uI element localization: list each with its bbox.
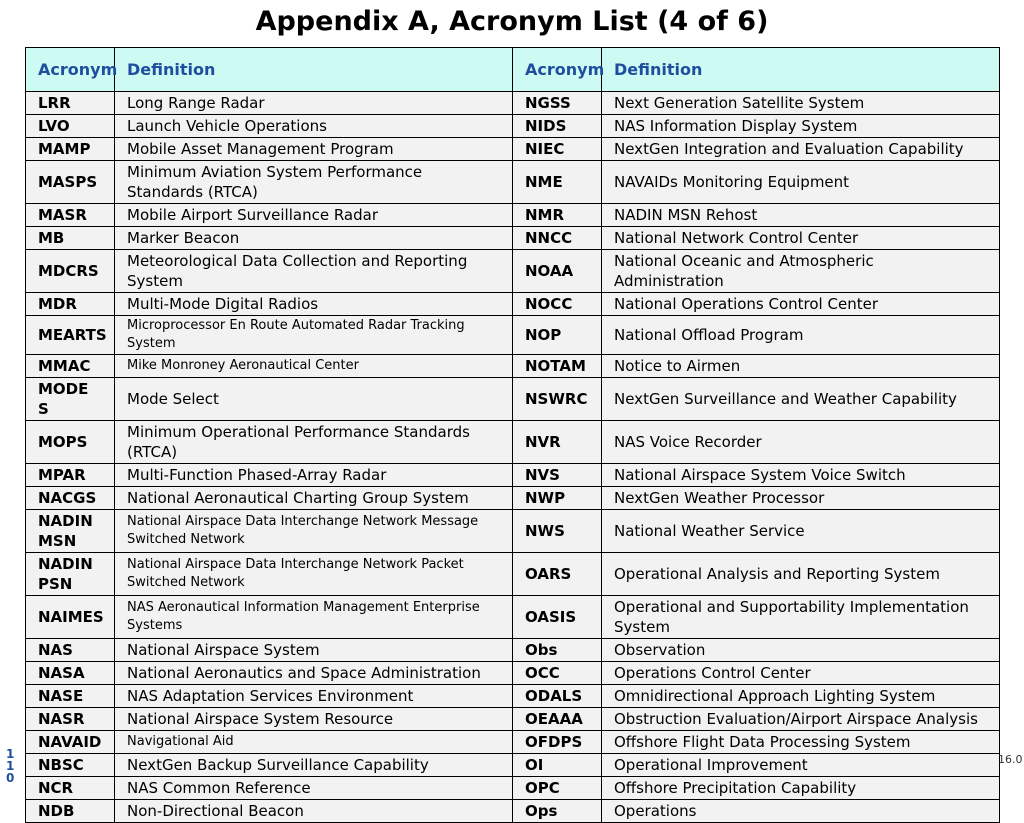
acronym-cell: NAS bbox=[26, 639, 115, 662]
acronym-cell: MEARTS bbox=[26, 316, 115, 355]
definition-cell: Next Generation Satellite System bbox=[602, 92, 1000, 115]
definition-cell: NAS Adaptation Services Environment bbox=[115, 685, 513, 708]
acronym-cell: NOAA bbox=[513, 250, 602, 293]
definition-cell: National Operations Control Center bbox=[602, 293, 1000, 316]
table-row bbox=[26, 378, 1000, 421]
definition-cell: NADIN MSN Rehost bbox=[602, 204, 1000, 227]
table-row bbox=[26, 293, 1000, 316]
definition-cell: Offshore Flight Data Processing System bbox=[602, 731, 1000, 754]
acronym-cell: NME bbox=[513, 161, 602, 204]
acronym-cell: NAVAID bbox=[26, 731, 115, 754]
definition-cell: Non-Directional Beacon bbox=[115, 800, 513, 823]
acronym-cell: OI bbox=[513, 754, 602, 777]
acronym-cell: OCC bbox=[513, 662, 602, 685]
definition-cell: Long Range Radar bbox=[115, 92, 513, 115]
definition-cell: Operations Control Center bbox=[602, 662, 1000, 685]
table-row bbox=[26, 662, 1000, 685]
definition-cell: Operations bbox=[602, 800, 1000, 823]
acronym-cell: NWS bbox=[513, 510, 602, 553]
acronym-cell: ODALS bbox=[513, 685, 602, 708]
definition-cell: NAVAIDs Monitoring Equipment bbox=[602, 161, 1000, 204]
table-row bbox=[26, 138, 1000, 161]
header-definition-left: Definition bbox=[115, 48, 513, 92]
acronym-cell: MDCRS bbox=[26, 250, 115, 293]
acronym-cell: NAIMES bbox=[26, 596, 115, 639]
definition-cell: NAS Information Display System bbox=[602, 115, 1000, 138]
table-row bbox=[26, 596, 1000, 639]
table-row bbox=[26, 316, 1000, 355]
acronym-cell: LRR bbox=[26, 92, 115, 115]
definition-cell: National Weather Service bbox=[602, 510, 1000, 553]
definition-cell: National Airspace System bbox=[115, 639, 513, 662]
acronym-cell: OEAAA bbox=[513, 708, 602, 731]
definition-cell: National Network Control Center bbox=[602, 227, 1000, 250]
definition-cell: Offshore Precipitation Capability bbox=[602, 777, 1000, 800]
definition-cell: Multi-Mode Digital Radios bbox=[115, 293, 513, 316]
definition-cell: Minimum Aviation System Performance Standards (RTCA) bbox=[115, 161, 513, 204]
acronym-cell: NASR bbox=[26, 708, 115, 731]
acronym-cell: NWP bbox=[513, 487, 602, 510]
acronym-cell: NIDS bbox=[513, 115, 602, 138]
version-number: 16.0 bbox=[998, 753, 1023, 766]
table-row bbox=[26, 250, 1000, 293]
definition-cell: NextGen Integration and Evaluation Capability bbox=[602, 138, 1000, 161]
definition-cell: National Airspace System Voice Switch bbox=[602, 464, 1000, 487]
acronym-cell: NADIN PSN bbox=[26, 553, 115, 596]
definition-cell: Operational Improvement bbox=[602, 754, 1000, 777]
definition-cell: NAS Common Reference bbox=[115, 777, 513, 800]
definition-cell: NextGen Surveillance and Weather Capability bbox=[602, 378, 1000, 421]
definition-cell: Microprocessor En Route Automated Radar Tracking System bbox=[115, 316, 513, 355]
acronym-cell: LVO bbox=[26, 115, 115, 138]
table-row bbox=[26, 115, 1000, 138]
acronym-cell: MODE S bbox=[26, 378, 115, 421]
table-row bbox=[26, 731, 1000, 754]
acronym-cell: NIEC bbox=[513, 138, 602, 161]
table-row bbox=[26, 204, 1000, 227]
definition-cell: Minimum Operational Performance Standards (RTCA) bbox=[115, 421, 513, 464]
table-row bbox=[26, 685, 1000, 708]
acronym-cell: NNCC bbox=[513, 227, 602, 250]
definition-cell: Operational Analysis and Reporting System bbox=[602, 553, 1000, 596]
definition-cell: NextGen Backup Surveillance Capability bbox=[115, 754, 513, 777]
acronym-cell: NOTAM bbox=[513, 355, 602, 378]
table-row bbox=[26, 464, 1000, 487]
header-definition-right: Definition bbox=[602, 48, 1000, 92]
table-row bbox=[26, 553, 1000, 596]
acronym-cell: Obs bbox=[513, 639, 602, 662]
table-row bbox=[26, 92, 1000, 115]
definition-cell: Mode Select bbox=[115, 378, 513, 421]
acronym-cell: MDR bbox=[26, 293, 115, 316]
acronym-cell: NMR bbox=[513, 204, 602, 227]
definition-cell: Obstruction Evaluation/Airport Airspace Analysis bbox=[602, 708, 1000, 731]
acronym-cell: Ops bbox=[513, 800, 602, 823]
definition-cell: National Offload Program bbox=[602, 316, 1000, 355]
acronym-cell: MOPS bbox=[26, 421, 115, 464]
definition-cell: National Aeronautics and Space Administration bbox=[115, 662, 513, 685]
acronym-cell: NACGS bbox=[26, 487, 115, 510]
definition-cell: Mike Monroney Aeronautical Center bbox=[115, 355, 513, 378]
acronym-cell: MASPS bbox=[26, 161, 115, 204]
table-row bbox=[26, 161, 1000, 204]
definition-cell: Observation bbox=[602, 639, 1000, 662]
acronym-cell: OASIS bbox=[513, 596, 602, 639]
definition-cell: National Airspace Data Interchange Network Message Switched Network bbox=[115, 510, 513, 553]
acronym-cell: NADIN MSN bbox=[26, 510, 115, 553]
acronym-cell: NGSS bbox=[513, 92, 602, 115]
table-row bbox=[26, 510, 1000, 553]
definition-cell: National Airspace Data Interchange Network Packet Switched Network bbox=[115, 553, 513, 596]
definition-cell: Launch Vehicle Operations bbox=[115, 115, 513, 138]
table-row bbox=[26, 355, 1000, 378]
definition-cell: NAS Aeronautical Information Management Enterprise Systems bbox=[115, 596, 513, 639]
table-row bbox=[26, 708, 1000, 731]
page-title: Appendix A, Acronym List (4 of 6) bbox=[255, 6, 769, 37]
table-row bbox=[26, 227, 1000, 250]
acronym-cell: OPC bbox=[513, 777, 602, 800]
acronym-cell: MAMP bbox=[26, 138, 115, 161]
definition-cell: National Aeronautical Charting Group System bbox=[115, 487, 513, 510]
acronym-cell: NBSC bbox=[26, 754, 115, 777]
table-row bbox=[26, 639, 1000, 662]
definition-cell: Omnidirectional Approach Lighting System bbox=[602, 685, 1000, 708]
definition-cell: Meteorological Data Collection and Reporting System bbox=[115, 250, 513, 293]
acronym-cell: OARS bbox=[513, 553, 602, 596]
acronym-cell: NVS bbox=[513, 464, 602, 487]
table-row bbox=[26, 777, 1000, 800]
definition-cell: Operational and Supportability Implementation System bbox=[602, 596, 1000, 639]
acronym-cell: NVR bbox=[513, 421, 602, 464]
definition-cell: National Oceanic and Atmospheric Administration bbox=[602, 250, 1000, 293]
acronym-cell: MASR bbox=[26, 204, 115, 227]
definition-cell: Notice to Airmen bbox=[602, 355, 1000, 378]
table-row bbox=[26, 754, 1000, 777]
table-row bbox=[26, 487, 1000, 510]
acronym-cell: MB bbox=[26, 227, 115, 250]
header-acronym-right: Acronym bbox=[513, 48, 602, 92]
definition-cell: NextGen Weather Processor bbox=[602, 487, 1000, 510]
table-row bbox=[26, 421, 1000, 464]
acronym-cell: NDB bbox=[26, 800, 115, 823]
acronym-cell: NASE bbox=[26, 685, 115, 708]
definition-cell: Mobile Airport Surveillance Radar bbox=[115, 204, 513, 227]
definition-cell: NAS Voice Recorder bbox=[602, 421, 1000, 464]
definition-cell: Mobile Asset Management Program bbox=[115, 138, 513, 161]
acronym-cell: NOCC bbox=[513, 293, 602, 316]
definition-cell: National Airspace System Resource bbox=[115, 708, 513, 731]
acronym-cell: OFDPS bbox=[513, 731, 602, 754]
definition-cell: Marker Beacon bbox=[115, 227, 513, 250]
table-header-row bbox=[26, 48, 1000, 92]
header-acronym-left: Acronym bbox=[26, 48, 115, 92]
acronym-cell: NOP bbox=[513, 316, 602, 355]
acronym-cell: NCR bbox=[26, 777, 115, 800]
acronym-cell: NSWRC bbox=[513, 378, 602, 421]
definition-cell: Multi-Function Phased-Array Radar bbox=[115, 464, 513, 487]
acronym-table bbox=[25, 47, 1000, 823]
definition-cell: Navigational Aid bbox=[115, 731, 513, 754]
acronym-cell: MMAC bbox=[26, 355, 115, 378]
acronym-cell: MPAR bbox=[26, 464, 115, 487]
acronym-cell: NASA bbox=[26, 662, 115, 685]
page-number: 110 bbox=[6, 747, 15, 785]
table-row bbox=[26, 800, 1000, 823]
